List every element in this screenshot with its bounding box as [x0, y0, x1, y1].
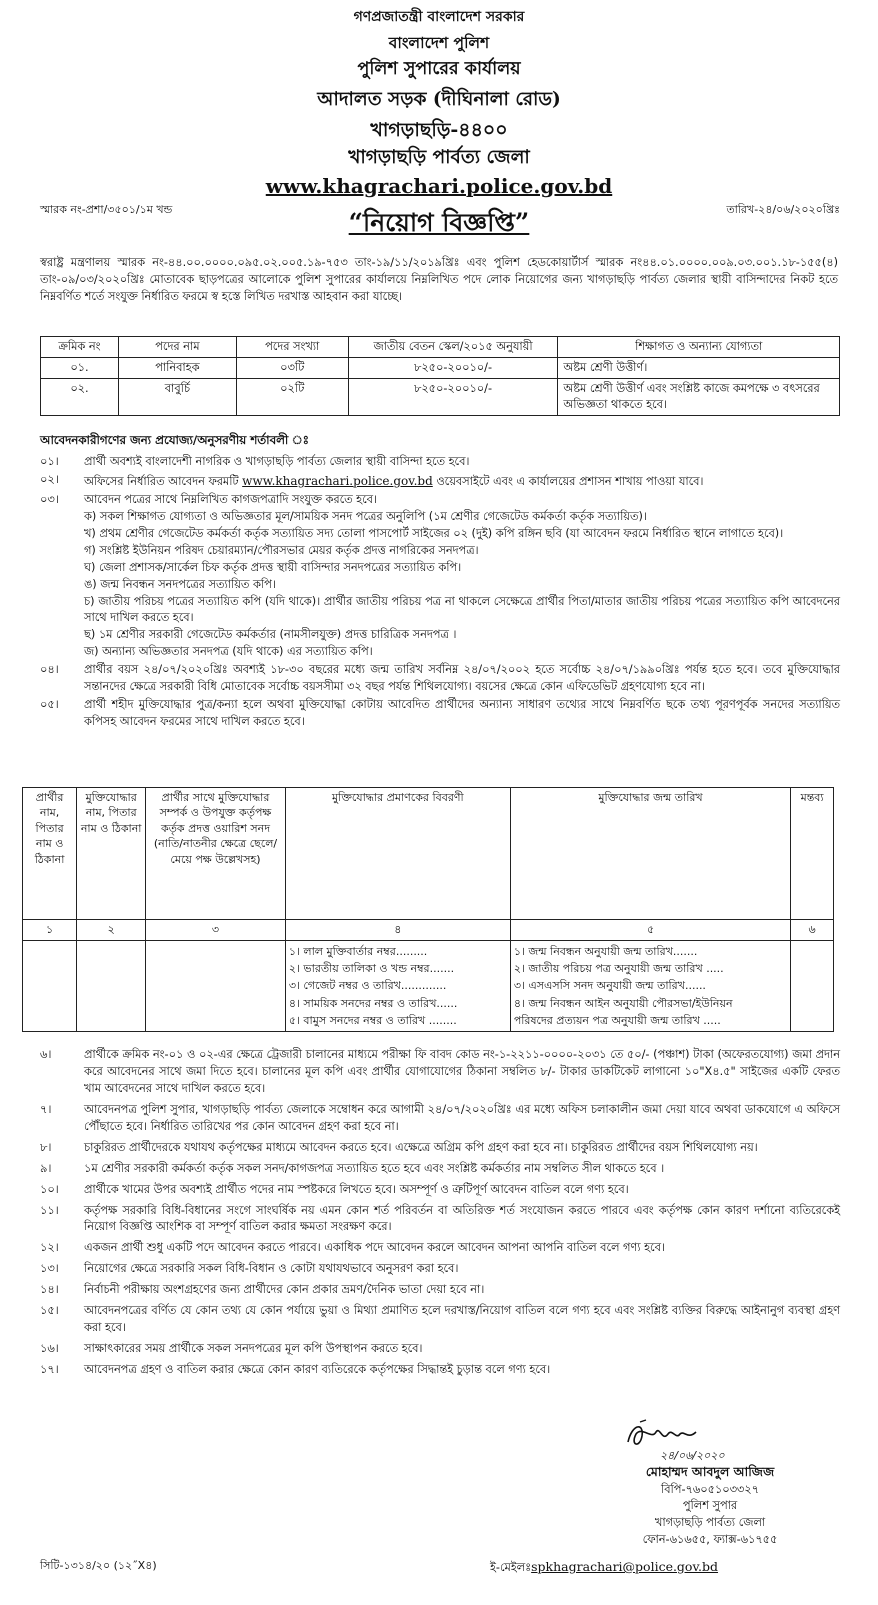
freedom-fighter-info-table — [22, 787, 834, 1032]
sub-item: জ) অন্যান্য অভিজ্ঞতার সনদপত্র (যদি থাকে) এর সত্যায়িত কপি। — [84, 645, 373, 659]
sub-item: ঘ) জেলা প্রশাসক/সার্কেল চিফ কর্তৃক প্রদত্ত স্থায়ী বাসিন্দার সনদপত্রের সত্যায়িত কপি। — [84, 560, 462, 574]
post-name-cell: বাবুর্চি — [118, 379, 236, 416]
condition-number: ৮। — [40, 1140, 52, 1154]
list-item: ১। জন্ম নিবন্ধন অনুযায়ী জন্ম তারিখ....... — [513, 944, 698, 958]
empty-cell — [77, 940, 146, 1032]
condition-number: ০১। — [40, 455, 59, 468]
office-district: খাগড়াছড়ি পার্বত্য জেলা — [348, 147, 530, 168]
empty-cell — [146, 940, 286, 1032]
condition-text: আবেদনপত্রের বর্ণিত যে কোন তথ্য যে কোন পর্যায়ে ভুয়া ও মিথ্যা প্রমাণিত হলে দরখাস্ত/নিয়োগ বাতিল বলে গণ্য হবে এবং সংশ্লিষ্ট ব্যক্তির বিরুদ্ধে আইনানুগ ব্যবস্থা গ্রহণ করা হবে। — [84, 1304, 840, 1335]
sub-item: ক) সকল শিক্ষাগত যোগ্যতা ও অভিজ্ঞতার মূল/সাময়িক সনদ পত্রের অনুলিপি (১ম শ্রেণীর গেজেটেড কর্মকর্তা কর্তৃক সত্যায়িত)। — [84, 509, 647, 523]
sub-item: গ) সংশ্লিষ্ট ইউনিয়ন পরিষদ চেয়ারম্যান/পৌরসভার মেয়র কর্তৃক প্রদত্ত নাগরিকের সনদপত্র। — [84, 543, 479, 557]
signatory-district: খাগড়াছড়ি পার্বত্য জেলা — [654, 1515, 766, 1529]
list-item: ১। লাল মুক্তিবার্তার নম্বর......... — [288, 944, 428, 958]
email-line — [490, 1558, 718, 1576]
header-cell: পদের নাম — [118, 337, 236, 358]
list-item — [40, 1261, 840, 1278]
column-number: ৪ — [285, 920, 510, 941]
header-cell: প্রার্থীর নাম, পিতার নাম ও ঠিকানা — [23, 788, 77, 920]
condition-text: প্রার্থীকে ক্রমিক নং-০১ ও ০২-এর ক্ষেত্রে ট্রেজারী চালানের মাধ্যমে পরীক্ষা ফি বাবদ কোড নং-১-২২১১-০০০০-২০৩১ তে ৫০/- (পঞ্চাশ) টাকা (অফেরতযোগ্য) জমা প্রদান করে আবেদনের সাথে জমা দিতে হবে। চালানের মূল কপি এবং প্রার্থীর যোগাযোগের ঠিকানা সম্বলিত ৮/- টাকার ডাকটিকেট লাগানো ১০"X৪.৫" সাইজের একটি ফেরত খাম আবেদনের সাথে দাখিল করতে হবে। — [84, 1048, 840, 1095]
empty-cell — [23, 940, 77, 1032]
condition-text: প্রার্থী শহীদ মুক্তিযোদ্ধার পুত্র/কন্যা হলে অথবা মুক্তিযোদ্ধা কোটায় আবেদিত প্রার্থীদের অন্যান্য সাধারণ তথ্যের সাথে নিম্নবর্ণিত ছকে তথ্য পূরণপূর্বক সনদের সত্যায়িত কপিসহ আবেদন ফরমের সাথে দাখিল করতে হবে। — [84, 698, 840, 729]
proof-details-cell — [285, 940, 510, 1032]
condition-number: ৭। — [40, 1102, 52, 1116]
condition-text: আবেদনপত্র পুলিশ সুপার, খাগড়াছড়ি পার্বত্য জেলাকে সম্বোধন করে আগামী ২৪/০৭/২০২০খ্রিঃ এর মধ্যে অফিস চলাকালীন জমা দেয়া যাবে অথবা ডাকযোগে এ অফিসে পৌঁছাতে হবে। নির্ধারিত তারিখের পর কোন আবেদন গ্রহণ করা হবে না। — [84, 1102, 840, 1133]
signatory-designation: পুলিশ সুপার — [682, 1499, 738, 1513]
pay-scale-cell: ৮২৫০-২০০১০/- — [348, 379, 558, 416]
condition-text: কর্তৃপক্ষ সরকারি বিধি-বিধানের সংগে সাংঘর্ষিক নয় এমন কোন শর্ত পরিবর্তন বা অতিরিক্ত শর্ত সংযোজন করতে পারবে এবং কর্তৃপক্ষ কোন কারণ দর্শানো ব্যতিরেকেই নিয়োগ বিজ্ঞপ্তি আংশিক বা সম্পূর্ণ বাতিল করার ক্ষমতা সংরক্ষণ করে। — [84, 1203, 840, 1234]
column-number: ১ — [23, 920, 77, 941]
posts-table — [40, 336, 840, 416]
condition-text-part: আবেদন পত্রের সাথে নিম্নলিখিত কাগজপত্রাদি সংযুক্ত করতে হবে। — [84, 492, 377, 506]
sub-item: খ) প্রথম শ্রেণীর গেজেটেড কর্মকর্তা কর্তৃক সত্যায়িত সদ্য তোলা পাসপোর্ট সাইজের ০২ (দুই) কপি রঙ্গিন ছবি (যা আবেদন ফরমে নির্ধারিত স্থানে লাগাতে হবে)। — [84, 526, 784, 540]
serial-cell: ০২. — [41, 379, 119, 416]
condition-text — [84, 492, 840, 661]
condition-number: ১০। — [40, 1182, 59, 1196]
header-cell: মুক্তিযোদ্ধার নাম, পিতার নাম ও ঠিকানা — [77, 788, 146, 920]
header-cell: পদের সংখ্যা — [236, 337, 348, 358]
condition-number: ১৫। — [40, 1304, 59, 1318]
list-item — [40, 492, 840, 661]
header-cell: প্রার্থীর সাথে মুক্তিযোদ্ধার সম্পর্ক ও উপযুক্ত কর্তৃপক্ষ কর্তৃক প্রদত্ত ওয়ারিশ সনদ (নাতি/নাতনীর ক্ষেত্রে ছেলে/মেয়ে পক্ষ উল্লেখসহ) — [146, 788, 286, 920]
post-name-cell: পানিবাহক — [118, 358, 236, 379]
condition-text-part: ওয়েবসাইটে এবং এ কার্যালয়ের প্রশাসন শাখায় পাওয়া যাবে। — [436, 474, 704, 488]
pay-scale-cell: ৮২৫০-২০০১০/- — [348, 358, 558, 379]
condition-number: ১৩। — [40, 1262, 59, 1276]
list-item: ২। ভারতীয় তালিকা ও খন্ড নম্বর....... — [288, 961, 455, 975]
email-label: ই-মেইলঃ — [490, 1561, 532, 1574]
header-cell: মুক্তিযোদ্ধার জন্ম তারিখ — [510, 788, 790, 920]
signature-date: ২৪/০৬/২০২০ — [660, 1449, 725, 1462]
signatory-phone: ফোন-৬১৬৫৫, ফ্যাক্স-৬১৭৫৫ — [642, 1532, 778, 1546]
column-number: ২ — [77, 920, 146, 941]
header-cell: মন্তব্য — [791, 788, 834, 920]
header-cell: ক্রমিক নং — [41, 337, 119, 358]
column-number-row — [23, 920, 834, 941]
more-conditions-list — [40, 1047, 840, 1383]
notice-date: তারিখ-২৪/০৬/২০২০খ্রিঃ — [726, 203, 840, 216]
list-item — [40, 1161, 840, 1178]
condition-text: প্রার্থীকে খামের উপর অবশ্যই প্রার্থীত পদের নাম স্পষ্টকরে লিখতে হবে। অসম্পূর্ণ ও ত্রুটিপূর্ণ আবেদন বাতিল বলে গণ্য হবে। — [84, 1182, 629, 1196]
condition-text: প্রার্থী অবশ্যই বাংলাদেশী নাগরিক ও খাগড়াছড়ি পার্বত্য জেলার স্থায়ী বাসিন্দা হতে হবে। — [84, 455, 470, 468]
office-city: খাগড়াছড়ি-৪৪০০ — [370, 119, 508, 141]
list-item: পরিষদের প্রত্যয়ন পত্র অনুযায়ী জন্ম তারিখ ..... — [513, 1014, 721, 1028]
list-item — [40, 1182, 840, 1199]
column-number: ৫ — [510, 920, 790, 941]
list-item: ৩। গেজেট নম্বর ও তারিখ............. — [288, 979, 447, 993]
condition-text: চাকুরিরত প্রার্থীদেরকে যথাযথ কর্তৃপক্ষের মাধ্যমে আবেদন করতে হবে। এক্ষেত্রে অগ্রিম কপি গ্রহণ করা হবে না। চাকুরিরত প্রার্থীদের বয়স শিথিলযোগ্য নয়। — [84, 1140, 758, 1154]
condition-text: একজন প্রার্থী শুধু একটি পদে আবেদন করতে পারবে। একাধিক পদে আবেদন করলে আবেদন আপনা আপনি বাতিল বলে গণ্য হবে। — [84, 1241, 665, 1255]
intro-paragraph: স্বরাষ্ট্র মন্ত্রণালয় স্মারক নং-৪৪.০০.০০০০.০৯৫.০২.০০৫.১৯-৭৫৩ তাং-১৯/১১/২০১৯খ্রিঃ এবং পুলিশ হেডকোয়ার্টার্স স্মারক নং৪৪.০১.০০০০.০০৯.০৩.০০১.১৮-১৫৫(৪) তাং-০৯/০৩/২০২০খ্রিঃ মোতাবেক ছাড়পত্রের আলোকে পুলিশ সুপারের কার্যালয়ে নিম্নলিখিত পদে লোক নিয়োগের জন্য খাগড়াছড়ি পার্বত্য জেলার স্থায়ী বাসিন্দাদের নিকট হতে নিম্নবর্ণিত শর্তে সংযুক্ত নির্ধারিত ফরমে স্ব হস্তে লিখিত দরখাস্ত আহবান করা যাচ্ছে। — [40, 256, 838, 303]
signature-block — [560, 1463, 860, 1548]
conditions-list — [40, 454, 840, 732]
condition-number: ১৭। — [40, 1363, 59, 1376]
application-form-website-link[interactable]: www.khagrachari.police.gov.bd — [242, 473, 433, 488]
email-link[interactable]: spkhagrachari@police.gov.bd — [531, 1559, 719, 1574]
condition-number: ১২। — [40, 1241, 59, 1255]
list-item — [40, 1140, 840, 1157]
table-row — [41, 379, 840, 416]
condition-number: ১১। — [40, 1203, 59, 1217]
table-row — [23, 940, 834, 1032]
signatory-name: মোহাম্মদ আবদুল আজিজ — [645, 1464, 775, 1479]
empty-cell — [791, 940, 834, 1032]
serial-cell: ০১. — [41, 358, 119, 379]
condition-text: নিয়োগের ক্ষেত্রে সরকারি সকল বিধি-বিধান ও কোটা যথাযথভাবে অনুসরণ করা হবে। — [84, 1262, 459, 1276]
list-item — [40, 662, 840, 696]
notice-title — [0, 205, 878, 241]
condition-number: ০৫। — [40, 698, 59, 712]
list-item: ৩। এসএসসি সনদ অনুযায়ী জন্ম তারিখ...... — [513, 979, 706, 993]
sub-item: চ) জাতীয় পরিচয় পত্রের সত্যায়িত কপি (যদি থাকে)। প্রার্থীর জাতীয় পরিচয় পত্র না থাকলে সেক্ষেত্রে প্রার্থীর পিতা/মাতার জাতীয় পরিচয় পত্রের সত্যায়িত কপি আবেদনের সাথে দাখিল করতে হবে। — [84, 594, 840, 625]
print-reference: সিটি-১৩১৪/২০ (১২˝X৪) — [40, 1559, 157, 1572]
column-number: ৬ — [791, 920, 834, 941]
ff-table-header — [23, 788, 834, 920]
list-item — [40, 1240, 840, 1257]
birth-date-cell — [510, 940, 790, 1032]
list-item — [40, 1203, 840, 1237]
condition-text: সাক্ষাৎকারের সময় প্রার্থীকে সকল সনদপত্রের মূল কপি উপস্থাপন করতে হবে। — [84, 1342, 423, 1356]
list-item: ২। জাতীয় পরিচয় পত্র অনুযায়ী জন্ম তারিখ ..... — [513, 961, 724, 975]
condition-number: ০২। — [40, 472, 59, 486]
office-name: পুলিশ সুপারের কার্যালয় — [357, 59, 521, 79]
conditions-heading: আবেদনকারীগণের জন্য প্রযোজ্য/অনুসরণীয় শর্তাবলী ঃ — [40, 433, 309, 447]
govt-name: গণপ্রজাতন্ত্রী বাংলাদেশ সরকার — [353, 9, 525, 25]
post-count-cell: ০২টি — [236, 379, 348, 416]
table-row — [41, 358, 840, 379]
list-item: ৪। জন্ম নিবন্ধন আইন অনুযায়ী পৌরসভা/ইউনিয়ন — [513, 996, 733, 1010]
office-address: আদালত সড়ক (দীঘিনালা রোড) — [317, 89, 561, 110]
police-name: বাংলাদেশ পুলিশ — [388, 33, 490, 52]
condition-number: ০৪। — [40, 663, 59, 677]
list-item — [40, 1341, 840, 1358]
header-cell: জাতীয় বেতন স্কেল/২০১৫ অনুযায়ী — [348, 337, 558, 358]
signature-scribble-icon — [622, 1418, 702, 1452]
condition-text — [84, 472, 840, 491]
notice-title-text: “নিয়োগ বিজ্ঞপ্তি” — [348, 208, 530, 237]
condition-text: আবেদনপত্র গ্রহণ ও বাতিল করার ক্ষেত্রে কোন কারণ ব্যতিরেকে কর্তৃপক্ষের সিদ্ধান্তই চুড়ান্ত বলে গণ্য হবে। — [84, 1363, 551, 1376]
list-item — [40, 1303, 840, 1337]
list-item: ৫। বামুস সনদের নম্বর ও তারিখ ........ — [288, 1014, 457, 1028]
condition-number: ১৪। — [40, 1283, 59, 1297]
list-item — [40, 1282, 840, 1299]
condition-text-part: অফিসের নির্ধারিত আবেদন ফরমটি — [84, 474, 239, 488]
header-cell: শিক্ষাগত ও অন্যান্য যোগ্যতা — [558, 337, 840, 358]
list-item — [40, 1102, 840, 1136]
condition-number: ৬। — [40, 1048, 52, 1061]
list-item — [40, 472, 840, 491]
qualification-cell: অষ্টম শ্রেণী উত্তীর্ণ। — [558, 358, 840, 379]
list-item — [40, 1362, 840, 1379]
condition-text: নির্বাচনী পরীক্ষায় অংশগ্রহণের জন্য প্রার্থীদের কোন প্রকার ভ্রমণ/দৈনিক ভাতা দেয়া হবে না। — [84, 1283, 485, 1297]
list-item: ৪। সাময়িক সনদের নম্বর ও তারিখ...... — [288, 996, 458, 1010]
condition-number: ১৬। — [40, 1342, 59, 1356]
condition-text: প্রার্থীর বয়স ২৪/০৭/২০২০খ্রিঃ অবশ্যই ১৮-৩০ বছরের মধ্যে জন্ম তারিখ সর্বনিম্ন ২৪/০৭/২০০২ হতে সর্বোচ্চ ২৪/০৭/১৯৯০খ্রিঃ পর্যন্ত হতে হবে। তবে মুক্তিযোদ্ধার সন্তানদের ক্ষেত্রে সরকারী বিধি মোতাবেক সর্বোচ্চ বয়সসীমা ৩২ বছর পর্যন্ত শিথিলযোগ্য। বয়সের ক্ষেত্রে কোন এফিডেভিট গ্রহণযোগ্য হবে না। — [84, 663, 840, 694]
post-count-cell: ০৩টি — [236, 358, 348, 379]
header-cell: মুক্তিযোদ্ধার প্রমাণকের বিবরণী — [285, 788, 510, 920]
qualification-cell: অষ্টম শ্রেণী উত্তীর্ণ এবং সংশ্লিষ্ট কাজে কমপক্ষে ৩ বৎসরের অভিজ্ঞতা থাকতে হবে। — [558, 379, 840, 416]
condition-number: ০৩। — [40, 492, 59, 506]
list-item — [40, 454, 840, 471]
condition-text: ১ম শ্রেণীর সরকারী কর্মকর্তা কর্তৃক সকল সনদ/কাগজপত্র সত্যায়িত হতে হবে এবং সংশ্লিষ্ট কর্মকর্তার নাম সম্বলিত সীল থাকতে হবে । — [84, 1161, 665, 1175]
sub-item: ছ) ১ম শ্রেণীর সরকারী গেজেটেড কর্মকর্তার (নামসীলযুক্ত) প্রদত্ত চারিত্রিক সনদপত্র । — [84, 628, 457, 642]
header-website-link[interactable]: www.khagrachari.police.gov.bd — [265, 174, 613, 198]
posts-table-header — [41, 337, 840, 358]
list-item — [40, 1047, 840, 1098]
column-number: ৩ — [146, 920, 286, 941]
list-item — [40, 697, 840, 731]
memo-number: স্মারক নং-প্রশা/৩৫০১/১ম খন্ড — [40, 203, 173, 216]
condition-number: ৯। — [40, 1161, 52, 1175]
signatory-bp-number: বিপি-৭৬০৫১০৩৩২৭ — [661, 1482, 759, 1496]
sub-item: ঙ) জন্ম নিবন্ধন সনদপত্রের সত্যায়িত কপি। — [84, 577, 276, 591]
